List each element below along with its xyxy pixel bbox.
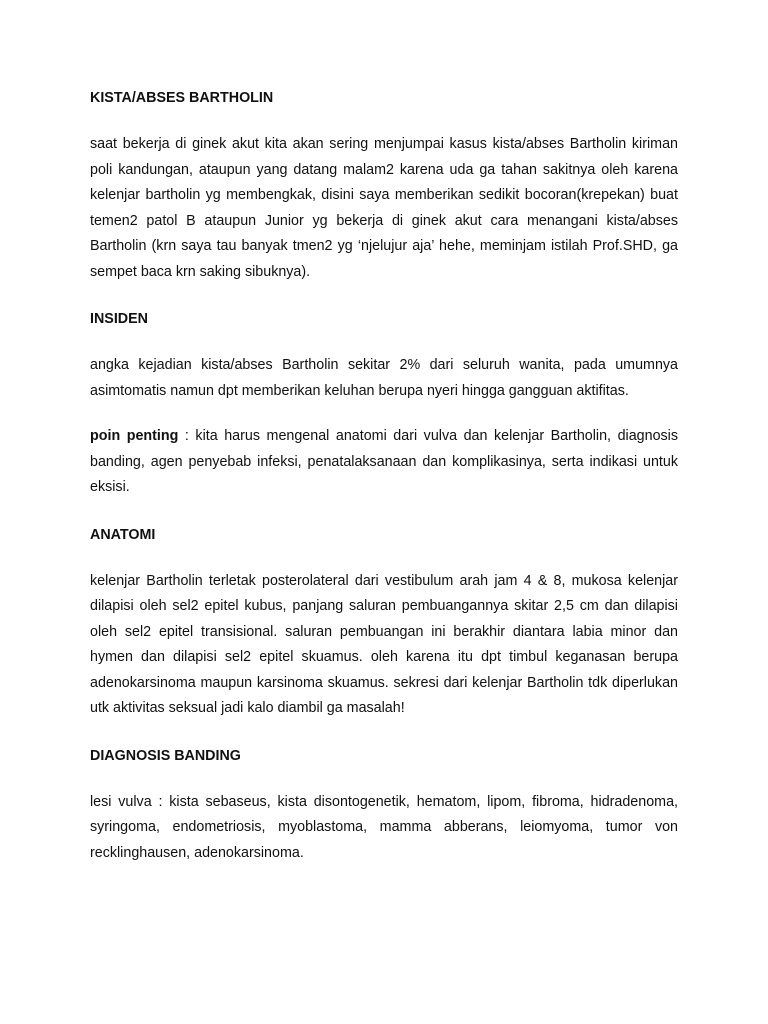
spacer bbox=[90, 329, 678, 353]
spacer bbox=[90, 501, 678, 525]
document-title: KISTA/ABSES BARTHOLIN bbox=[90, 90, 274, 106]
intro-paragraph: saat bekerja di ginek akut kita akan sering menjumpai kasus kista/abses Bartholin kiriman poli kandungan, ataupun yang datang malam2 karena uda ga tahan sakitnya oleh karena kelenjar bartholin yg membengkak, disini saya memberikan sedikit bocoran(krepekan) buat temen2 patol B ataupun Junior yg bekerja di ginek akut cara menangani kista/abses Bartholin (krn saya tau banyak tmen2 yg ‘njelujur aja’ hehe, meminjam istilah Prof.SHD, ga sempet baca krn saking sibuknya). bbox=[90, 136, 678, 280]
spacer bbox=[90, 108, 678, 132]
heading-insiden: INSIDEN bbox=[90, 311, 148, 327]
poin-penting-label: poin penting bbox=[90, 428, 179, 444]
heading-diagnosis-banding: DIAGNOSIS BANDING bbox=[90, 747, 241, 764]
spacer bbox=[90, 285, 678, 309]
diagnosis-banding-paragraph: lesi vulva : kista sebaseus, kista disontogenetik, hematom, lipom, fibroma, hidradenoma, syringoma, endometriosis, myoblastoma, mamma abberans, leiomyoma, tumor von recklinghausen, adenokarsinoma. bbox=[90, 793, 678, 861]
poin-penting-text: : kita harus mengenal anatomi dari vulva dan kelenjar Bartholin, diagnosis banding, agen penyebab infeksi, penatalaksanaan dan komplikasinya, serta indikasi untuk eksisi. bbox=[90, 428, 678, 495]
spacer bbox=[90, 545, 678, 569]
anatomi-paragraph: kelenjar Bartholin terletak posterolateral dari vestibulum arah jam 4 & 8, mukosa kelenjar dilapisi oleh sel2 epitel kubus, panjang saluran pembuangannya skitar 2,5 cm dan dilapisi oleh sel2 epitel transisional. saluran pembuangan ini berakhir diantara labia minor dan hymen dan dilapisi sel2 epitel skuamus. oleh karena itu dpt timbul keganasan berupa adenokarsinoma maupun karsinoma skuamus. sekresi dari kelenjar Bartholin tdk diperlukan utk aktivitas seksual jadi kalo diambil ga masalah! bbox=[90, 572, 678, 716]
heading-anatomi: ANATOMI bbox=[90, 526, 156, 543]
spacer bbox=[90, 404, 678, 424]
spacer bbox=[90, 766, 678, 790]
insiden-paragraph: angka kejadian kista/abses Bartholin sekitar 2% dari seluruh wanita, pada umumnya asimtomatis namun dpt memberikan keluhan berupa nyeri hingga gangguan aktifitas. bbox=[90, 357, 678, 399]
poin-penting-paragraph bbox=[90, 424, 678, 501]
spacer bbox=[90, 722, 678, 746]
document-page bbox=[90, 88, 678, 866]
